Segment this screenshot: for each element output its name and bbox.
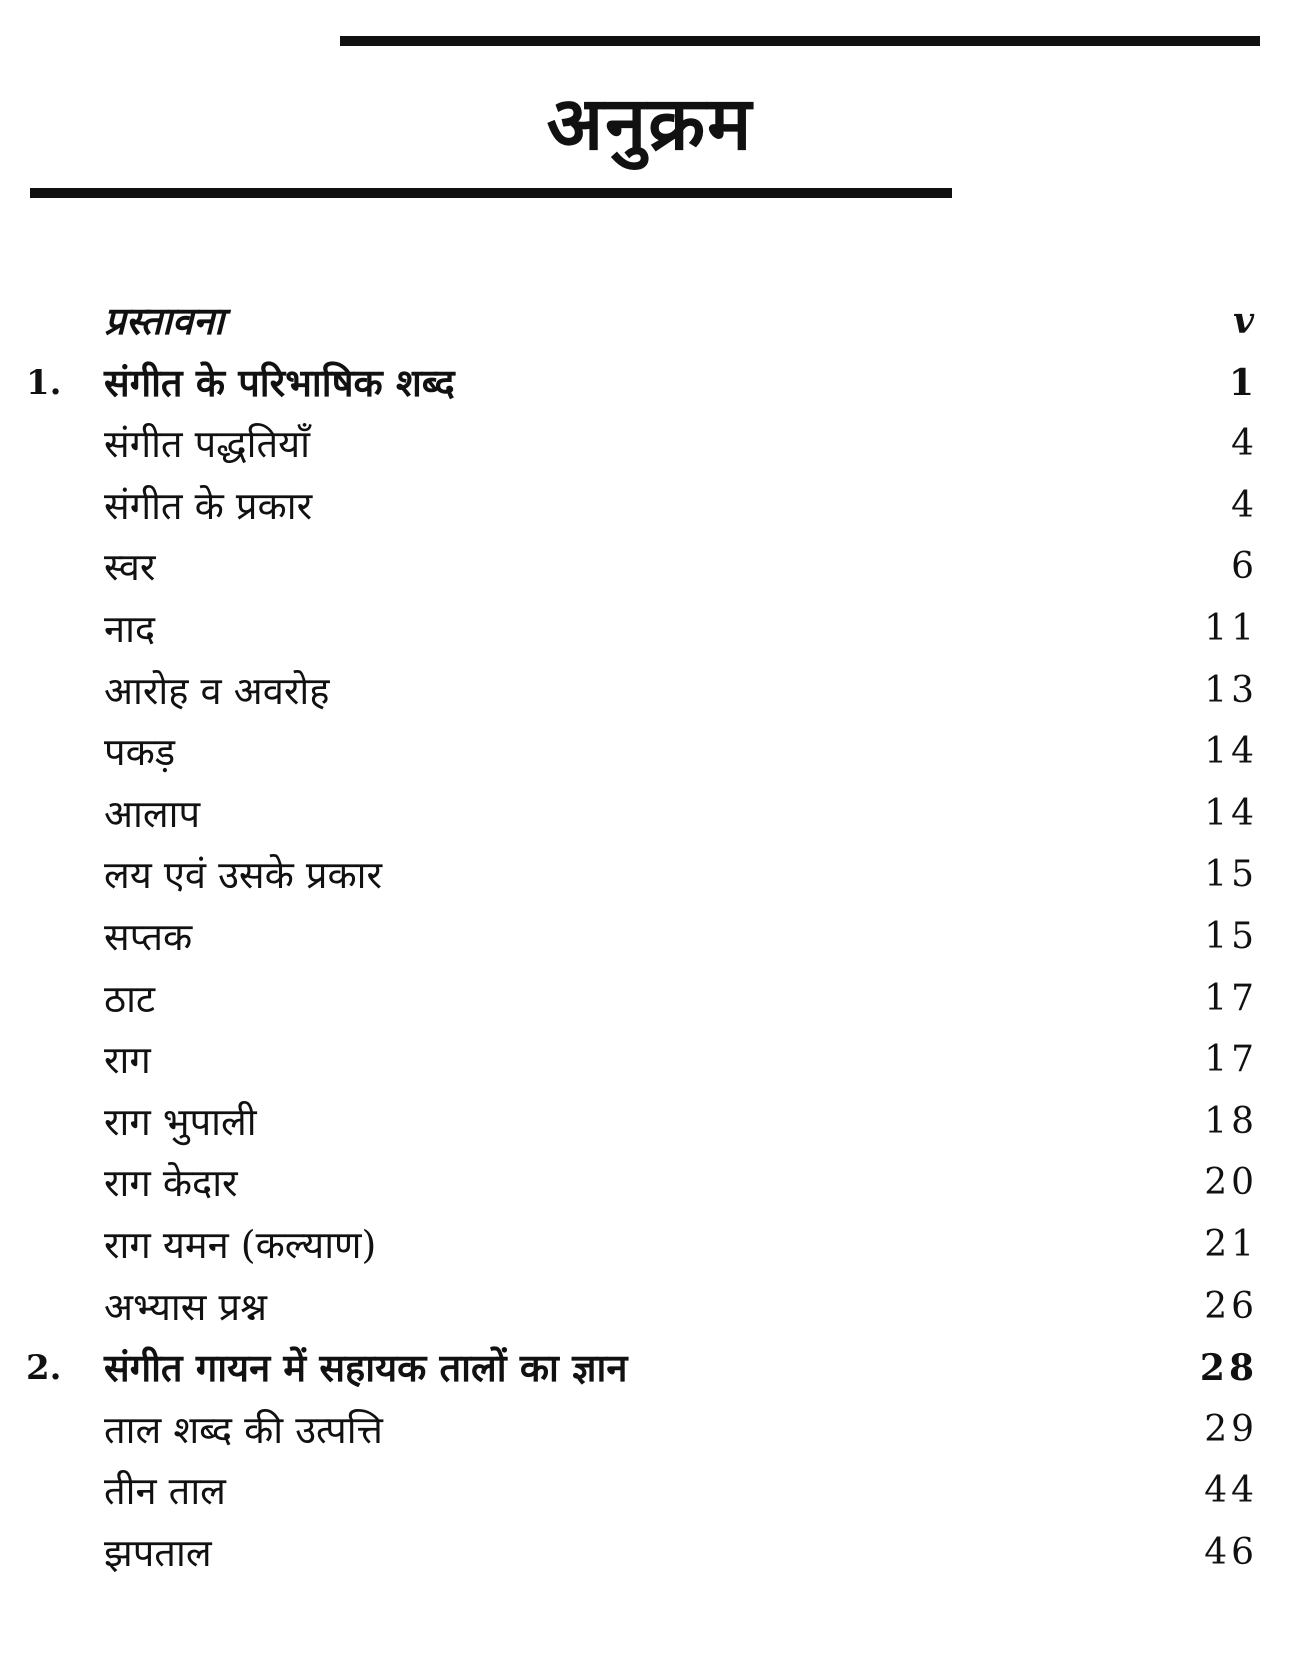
section-title: राग यमन (कल्याण) (104, 1223, 377, 1267)
page-number: 44 (1204, 1470, 1258, 1511)
page-number: 14 (1204, 793, 1258, 834)
toc-entry-row (0, 477, 1300, 535)
top-rule (340, 36, 1260, 46)
page-number: v (1233, 300, 1258, 342)
page-number: 15 (1204, 916, 1258, 957)
page-number: 13 (1204, 670, 1258, 711)
section-title: राग केदार (104, 1161, 238, 1205)
section-title: आलाप (104, 792, 201, 836)
section-title: ठाट (104, 977, 156, 1021)
page-number: 6 (1231, 546, 1258, 587)
page-number: 26 (1204, 1286, 1258, 1327)
section-title: झपताल (104, 1531, 212, 1575)
section-title: पकड़ (104, 730, 176, 774)
section-title: तीन ताल (104, 1469, 226, 1513)
section-title: संगीत पद्धतियाँ (104, 422, 310, 466)
page-number: 17 (1204, 1039, 1258, 1080)
toc-entry-row (0, 1524, 1300, 1582)
page-number: 4 (1231, 423, 1258, 464)
toc-entry-row (0, 292, 1300, 350)
page-number: 28 (1199, 1347, 1258, 1389)
page-number: 29 (1204, 1409, 1258, 1450)
section-title: राग भुपाली (104, 1100, 257, 1144)
toc-entry-row (0, 662, 1300, 720)
section-title: संगीत के प्रकार (104, 484, 313, 528)
section-title: राग (104, 1038, 151, 1082)
toc-entry-row (0, 1401, 1300, 1459)
page-number: 15 (1204, 854, 1258, 895)
toc-entry-row (0, 600, 1300, 658)
toc-entry-row (0, 846, 1300, 904)
page-number: 17 (1204, 978, 1258, 1019)
page-number: 1 (1228, 362, 1258, 404)
page-number: 4 (1231, 485, 1258, 526)
toc-entry-row (0, 1216, 1300, 1274)
toc-entry-row (0, 785, 1300, 843)
section-title: नाद (104, 607, 156, 651)
section-title: अभ्यास प्रश्न (104, 1285, 267, 1329)
toc-entry-row (0, 1462, 1300, 1520)
section-title: आरोह व अवरोह (104, 669, 330, 713)
toc-entry-row (0, 538, 1300, 596)
title-underline-rule (30, 188, 952, 198)
section-title: स्वर (104, 545, 156, 589)
toc-entry-row (0, 723, 1300, 781)
section-title: सप्तक (104, 915, 193, 959)
page-number: 20 (1204, 1162, 1258, 1203)
toc-chapter-row (0, 354, 1300, 412)
section-title: ताल शब्द की उत्पत्ति (104, 1408, 383, 1452)
toc-entry-row (0, 908, 1300, 966)
toc-entry-row (0, 1278, 1300, 1336)
page-number: 14 (1204, 731, 1258, 772)
section-title: प्रस्तावना (104, 298, 224, 343)
page-number: 21 (1204, 1224, 1258, 1265)
toc-chapter-row (0, 1339, 1300, 1397)
page-number: 18 (1204, 1101, 1258, 1142)
toc-entry-row (0, 970, 1300, 1028)
toc-entry-row (0, 415, 1300, 473)
section-title: लय एवं उसके प्रकार (104, 853, 383, 897)
toc-entry-row (0, 1093, 1300, 1151)
chapter-number: 2. (26, 1348, 62, 1388)
page-title: अनुक्रम (546, 81, 754, 167)
chapter-title: संगीत के परिभाषिक शब्द (104, 360, 455, 405)
page-number: 11 (1204, 608, 1258, 649)
chapter-number: 1. (26, 363, 62, 403)
toc-entry-row (0, 1031, 1300, 1089)
chapter-title: संगीत गायन में सहायक तालों का ज्ञान (104, 1345, 628, 1390)
page-number: 46 (1204, 1532, 1258, 1573)
toc-entry-row (0, 1154, 1300, 1212)
